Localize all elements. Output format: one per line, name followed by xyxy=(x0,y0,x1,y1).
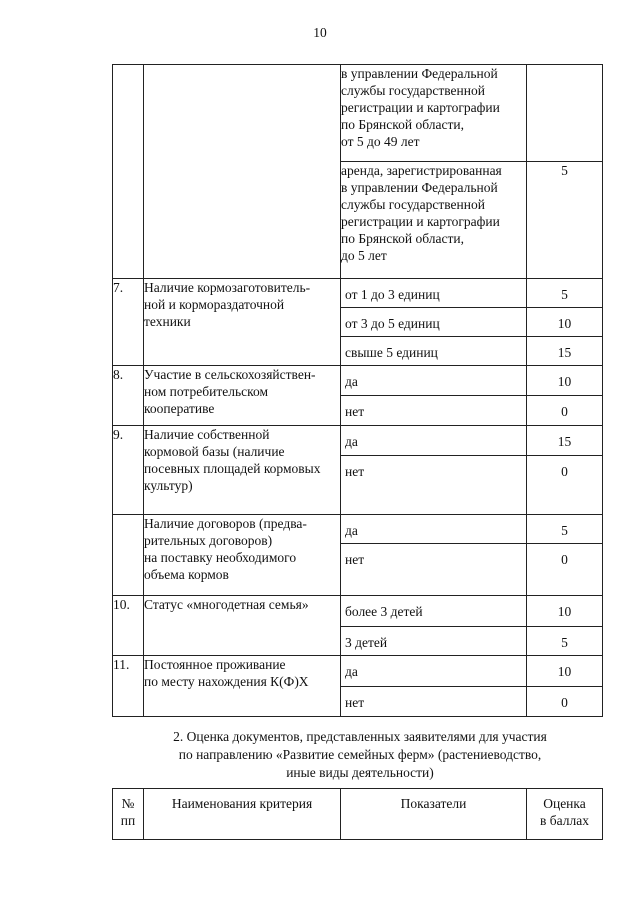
row-number: 7. xyxy=(113,279,144,366)
header-indicator: Показатели xyxy=(341,789,527,840)
header-score: Оценка в баллах xyxy=(527,789,603,840)
heading-line: по направлению «Развитие семейных ферм» (растениеводство, xyxy=(178,747,542,762)
indicator-cell: более 3 детей xyxy=(341,596,527,627)
heading-line: иные виды деятельности) xyxy=(286,765,434,780)
indicator-cell: нет xyxy=(341,456,527,515)
score-cell: 5 xyxy=(527,627,603,656)
indicator-cell: нет xyxy=(341,396,527,426)
row-number: 11. xyxy=(113,656,144,717)
criterion-cell: Статус «многодетная семья» xyxy=(144,596,341,656)
row-number: 10. xyxy=(113,596,144,656)
indicator-cell: да xyxy=(341,515,527,544)
indicator-cell: 3 детей xyxy=(341,627,527,656)
indicator-cell: нет xyxy=(341,687,527,717)
score-cell: 0 xyxy=(527,544,603,596)
row-number: 8. xyxy=(113,366,144,426)
indicator-cell: да xyxy=(341,426,527,456)
row-number xyxy=(113,65,144,279)
score-cell: 15 xyxy=(527,426,603,456)
score-cell: 10 xyxy=(527,656,603,687)
score-cell: 5 xyxy=(527,162,603,279)
indicator-cell: да xyxy=(341,366,527,396)
score-cell: 0 xyxy=(527,687,603,717)
indicator-cell: от 1 до 3 единиц xyxy=(341,279,527,308)
table-row xyxy=(113,65,603,162)
row-number xyxy=(113,515,144,596)
score-cell: 15 xyxy=(527,337,603,366)
row-number: 9. xyxy=(113,426,144,515)
indicator-cell: свыше 5 единиц xyxy=(341,337,527,366)
criteria-table-continued xyxy=(112,64,603,717)
indicator-cell: в управлении Федеральной службы государственной регистрации и картографии по Брянской области, от 5 до 49 лет xyxy=(341,65,527,162)
table-row xyxy=(113,596,603,627)
score-cell: 0 xyxy=(527,456,603,515)
criterion-cell: Участие в сельскохозяйствен- ном потребительском кооперативе xyxy=(144,366,341,426)
header-criterion: Наименования критерия xyxy=(144,789,341,840)
heading-line: 2. Оценка документов, представленных заявителями для участия xyxy=(173,729,547,744)
indicator-cell: аренда, зарегистрированная в управлении Федеральной службы государственной регистрации и картографии по Брянской области, до 5 лет xyxy=(341,162,527,279)
score-cell: 10 xyxy=(527,308,603,337)
score-cell: 10 xyxy=(527,596,603,627)
table-row xyxy=(113,279,603,308)
table-row xyxy=(113,656,603,687)
score-cell: 5 xyxy=(527,279,603,308)
score-cell: 10 xyxy=(527,366,603,396)
table-row xyxy=(113,426,603,456)
table-row xyxy=(113,366,603,396)
criterion-cell: Наличие договоров (предва- рительных договоров) на поставку необходимого объема кормов xyxy=(144,515,341,596)
page-number: 10 xyxy=(313,25,327,40)
indicator-cell: да xyxy=(341,656,527,687)
header-num: № пп xyxy=(113,789,144,840)
indicator-cell: нет xyxy=(341,544,527,596)
criteria-table-section-2-header xyxy=(112,788,603,840)
criterion-cell: Постоянное проживание по месту нахождения К(Ф)Х xyxy=(144,656,341,717)
indicator-cell: от 3 до 5 единиц xyxy=(341,308,527,337)
section-2-heading xyxy=(110,728,610,782)
criterion-cell xyxy=(144,65,341,279)
score-cell: 0 xyxy=(527,396,603,426)
score-cell xyxy=(527,65,603,162)
table-row xyxy=(113,515,603,544)
criterion-cell: Наличие собственной кормовой базы (наличие посевных площадей кормовых культур) xyxy=(144,426,341,515)
score-cell: 5 xyxy=(527,515,603,544)
criterion-cell: Наличие кормозаготовитель- ной и кормораздаточной техники xyxy=(144,279,341,366)
